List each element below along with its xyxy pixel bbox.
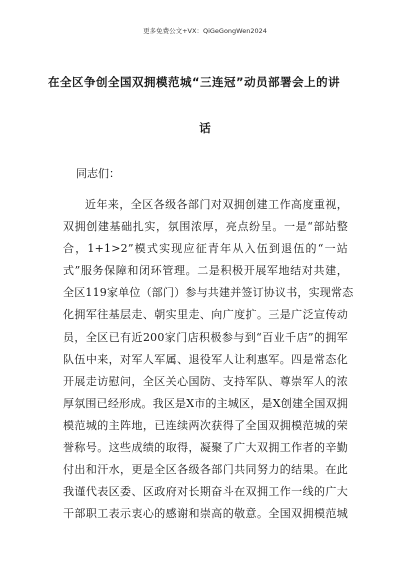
body-line: 模范城的主阵地，已连续两次获得了全国双拥模范城的荣 [63, 418, 348, 432]
body-line: 付出和汗水，更是全区各级各部门共同努力的结果。在此 [63, 463, 348, 477]
document-title-line-1: 在全区争创全国双拥模范城“三连冠”动员部署会上的讲 [48, 75, 341, 89]
body-line: 近年来，全区各级各部门对双拥创建工作高度重视， [85, 198, 348, 211]
body-line: 合，1+1>2”模式实现应征青年从入伍到退伍的“一站 [63, 242, 348, 256]
body-line: 队伍中来，对军人军属、退役军人让利惠军。四是常态化 [63, 352, 348, 366]
body-line: 我谨代表区委、区政府对长期奋斗在双拥工作一线的广大 [63, 485, 348, 499]
body-line: 厚氛围已经形成。我区是X市的主城区，是X创建全国双拥 [63, 396, 348, 410]
body-line: 双拥创建基础扎实，氛围浓厚，亮点纷呈。一是“部站整 [63, 220, 348, 234]
greeting: 同志们： [76, 167, 120, 180]
body-line: 干部职工表示衷心的感谢和崇高的敬意。全国双拥模范城 [63, 507, 348, 521]
document-title-line-2: 话 [199, 121, 211, 135]
body-line: 员，全区已有近200家门店积极参与到“百业千店”的拥军 [63, 330, 348, 344]
header-note: 更多免费公文+VX：QiGeGongWen2024 [143, 27, 267, 35]
body-line: 化拥军往基层走、朝实里走、向广度扩。三是广泛宣传动 [63, 308, 348, 322]
body-line: 全区119家单位（部门）参与共建并签订协议书，实现常态 [63, 286, 354, 300]
body-line: 开展走访慰问，全区关心国防、支持军队、尊崇军人的浓 [63, 374, 348, 388]
body-line: 誉称号。这些成绩的取得，凝聚了广大双拥工作者的辛勤 [63, 441, 348, 455]
body-line: 式”服务保障和闭环管理。二是积极开展军地结对共建， [63, 264, 348, 278]
body-paragraph [63, 194, 354, 525]
